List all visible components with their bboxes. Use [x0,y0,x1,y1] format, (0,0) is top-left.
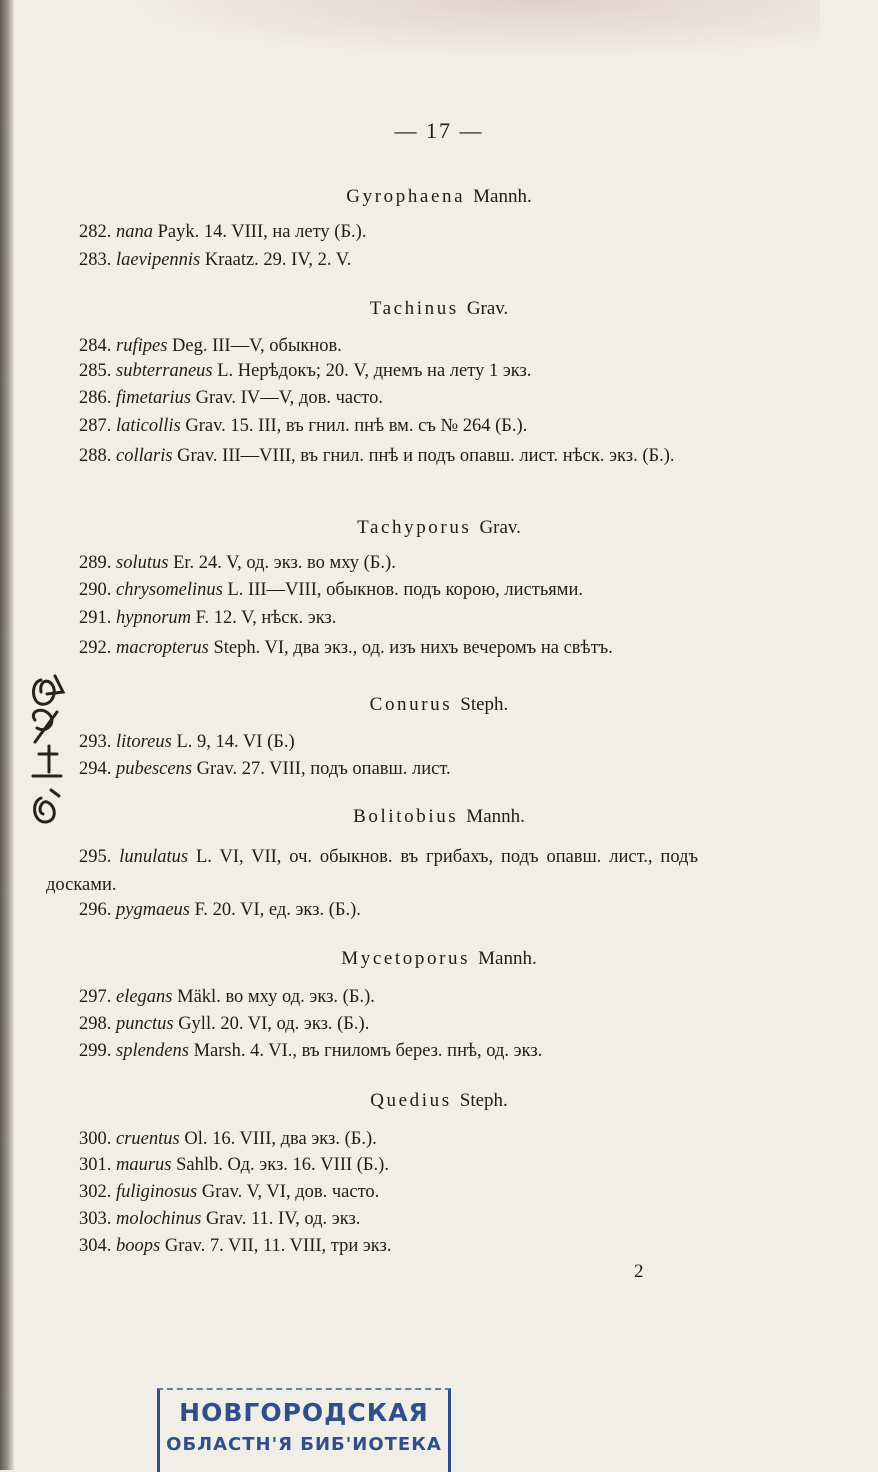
genus-author: Mannh. [478,948,537,969]
genus-heading [0,298,878,320]
entry-text: Grav. 7. VII, 11. VIII, три экз. [164,1236,392,1256]
species-name: cruentus [116,1129,180,1149]
species-entry [46,1207,698,1232]
species-name: macropterus [116,638,209,658]
species-name: rufipes [116,336,168,356]
species-entry [46,414,698,439]
signature-mark: 2 [634,1261,644,1282]
entry-text: Deg. III—V, обыкнов. [172,336,342,356]
entry-text: Ol. 16. VIII, два экз. (Б.). [184,1129,377,1149]
species-entry [46,634,698,662]
entry-number: 290. [79,580,112,600]
entry-number: 298. [79,1014,112,1034]
species-name: hypnorum [116,608,192,628]
entry-text: Grav. V, VI, дов. часто. [201,1182,380,1202]
species-name: solutus [116,553,169,573]
species-name: molochinus [116,1209,202,1229]
genus-author: Grav. [479,517,521,538]
paper-stain [120,0,820,60]
species-name: pubescens [116,759,193,779]
species-entry [46,248,698,273]
species-name: chrysomelinus [116,580,223,600]
genus-name: Tachyporus [357,517,472,538]
species-name: subterraneus [116,361,213,381]
entry-number: 302. [79,1182,112,1202]
entry-number: 297. [79,987,112,1007]
entry-number: 291. [79,608,112,628]
entry-text: Grav. III—VIII, въ гнил. пнѣ и подъ опавш. лист. нѣск. экз. (Б.). [177,446,675,466]
species-entry [46,1127,698,1152]
page-number: — 17 — [394,118,484,143]
entry-number: 289. [79,553,112,573]
species-entry [46,334,698,359]
species-entry [46,1180,698,1205]
stamp-line-1: НОВГОРОДСКАЯ [179,1398,429,1427]
genus-name: Bolitobius [353,806,459,827]
entry-number: 300. [79,1129,112,1149]
entry-text: F. 20. VI, ед. экз. (Б.). [194,900,361,920]
species-entry [46,757,698,782]
entry-number: 293. [79,732,112,752]
genus-name: Quedius [370,1090,452,1111]
species-name: fuliginosus [116,1182,198,1202]
species-name: elegans [116,987,173,1007]
entry-number: 301. [79,1155,112,1175]
genus-heading [0,694,878,716]
entry-text: L. Нерѣдокъ; 20. V, днемъ на лету 1 экз. [217,361,532,381]
entry-text: L. VI, VII, оч. обыкнов. въ грибахъ, подъ опавш. лист., подъ досками. [46,847,699,895]
entry-number: 282. [79,222,112,242]
species-name: splendens [116,1041,189,1061]
species-entry [46,606,698,631]
species-name: nana [116,222,153,242]
species-entry [46,898,698,923]
species-entry [46,220,698,245]
entry-text: Sahlb. Од. экз. 16. VIII (Б.). [176,1155,389,1175]
genus-name: Conurus [369,694,453,715]
species-name: laticollis [116,416,181,436]
species-name: lunulatus [119,847,189,867]
genus-author: Mannh. [466,806,525,827]
species-name: fimetarius [116,388,192,408]
entry-text: Gyll. 20. VI, од. экз. (Б.). [178,1014,370,1034]
entry-number: 296. [79,900,112,920]
species-entry [46,442,698,471]
genus-author: Grav. [466,298,509,319]
entry-number: 292. [79,638,112,658]
entry-number: 287. [79,416,112,436]
entry-text: L. III—VIII, обыкнов. подъ корою, листьями. [227,580,584,600]
handwritten-margin-note [27,672,85,852]
species-entry [46,386,698,411]
entry-text: Grav. 11. IV, од. экз. [205,1209,361,1229]
entry-text: Mäkl. во мху од. экз. (Б.). [177,987,375,1007]
entry-text: Grav. IV—V, дов. часто. [195,388,384,408]
species-name: collaris [116,446,173,466]
stamp-line-2: ОБЛАСТН'Я БИБ'ИОТЕКА [166,1434,442,1455]
genus-heading [0,186,878,208]
entry-number: 288. [79,446,112,466]
species-entry [46,843,698,899]
entry-number: 299. [79,1041,112,1061]
species-entry [46,985,698,1010]
species-entry [46,1039,698,1064]
entry-text: Er. 24. V, од. экз. во мху (Б.). [173,553,396,573]
genus-author: Steph. [459,1090,508,1111]
entry-number: 286. [79,388,112,408]
entry-text: Marsh. 4. VI., въ гниломъ берез. пнѣ, од. экз. [193,1041,543,1061]
entry-text: Grav. 15. III, въ гнил. пнѣ вм. съ № 264 (Б.). [185,416,528,436]
genus-author: Mannh. [473,186,532,207]
entry-number: 304. [79,1236,112,1256]
species-entry [46,359,698,384]
entry-text: Kraatz. 29. IV, 2. V. [204,250,352,270]
entry-text: F. 12. V, нѣск. экз. [195,608,337,628]
species-name: boops [116,1236,161,1256]
genus-heading [0,948,878,970]
entry-text: L. 9, 14. VI (Б.) [176,732,295,752]
species-entry [46,578,698,603]
entry-number: 303. [79,1209,112,1229]
species-entry [46,1012,698,1037]
entry-text: Payk. 14. VIII, на лету (Б.). [157,222,367,242]
species-name: maurus [116,1155,172,1175]
species-name: punctus [116,1014,174,1034]
entry-number: 285. [79,361,112,381]
entry-text: Grav. 27. VIII, подъ опавш. лист. [196,759,451,779]
species-name: litoreus [116,732,172,752]
genus-heading [0,806,878,828]
species-name: laevipennis [116,250,201,270]
genus-heading [0,517,878,539]
species-name: pygmaeus [116,900,190,920]
genus-name: Mycetoporus [341,948,471,969]
species-entry [46,551,698,576]
genus-name: Gyrophaena [346,186,466,207]
entry-number: 295. [79,847,112,867]
library-stamp [157,1388,451,1472]
species-entry [46,730,698,755]
page-binding-edge [0,0,14,1470]
entry-number: 283. [79,250,112,270]
genus-author: Steph. [460,694,509,715]
entry-number: 294. [79,759,112,779]
genus-heading [0,1090,878,1112]
species-entry [46,1234,698,1259]
entry-text: Steph. VI, два экз., од. изъ нихъ вечеромъ на свѣтъ. [213,638,613,658]
entry-number: 284. [79,336,112,356]
species-entry [46,1153,698,1178]
genus-name: Tachinus [369,298,459,319]
